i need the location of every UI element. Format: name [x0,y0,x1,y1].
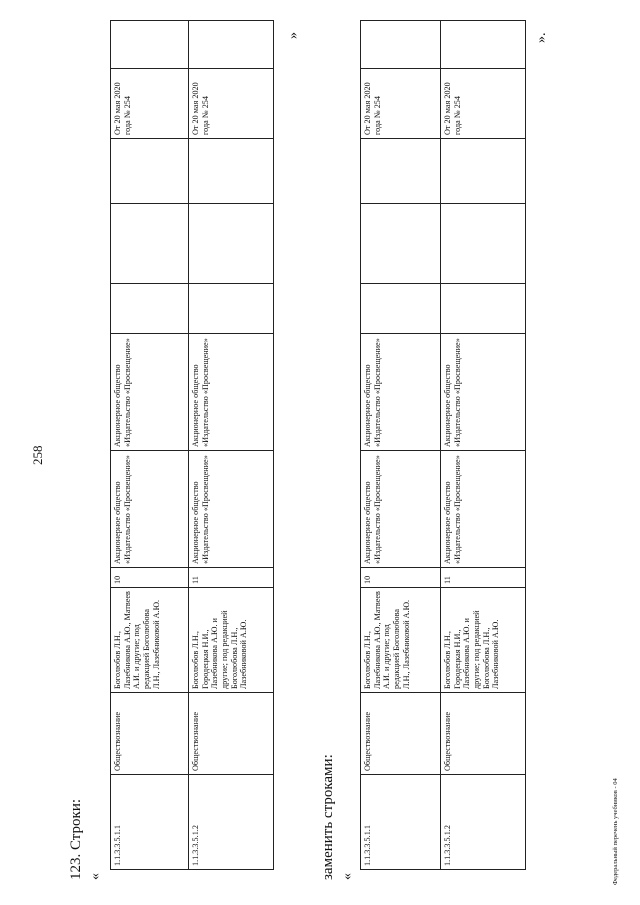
section2-close-quote: ». [534,32,549,43]
cell-subject: Обществознание [361,693,441,775]
cell-empty [111,204,189,284]
cell-publisher: Акционерное общество «Издательство «Просвещение» [441,451,526,568]
cell-empty [361,204,441,284]
table-row [111,21,189,870]
cell-grade: 10 [361,568,441,588]
cell-order: От 20 мая 2020 года № 254 [111,69,189,139]
cell-publisher-2: Акционерное общество «Издательство «Просвещение» [189,334,274,451]
cell-subject: Обществознание [441,693,526,775]
cell-authors: Боголюбов Л.Н., Лазебникова А.Ю., Матвеев А.И. и другие; под редакцией Боголюбова Л.Н., Лазебниковой А.Ю. [111,588,189,693]
cell-publisher: Акционерное общество «Издательство «Просвещение» [111,451,189,568]
cell-empty [361,21,441,69]
cell-empty [189,284,274,334]
cell-empty [441,204,526,284]
cell-grade: 11 [189,568,274,588]
cell-publisher: Акционерное общество «Издательство «Просвещение» [189,451,274,568]
cell-order: От 20 мая 2020 года № 254 [189,69,274,139]
cell-code: 1.1.3.3.5.1.1 [111,775,189,870]
cell-empty [111,21,189,69]
cell-empty [441,139,526,204]
section2-heading: заменить строками: [320,754,336,880]
footer-note: Федеральный перечень учебников - 04 [612,778,619,885]
cell-empty [441,21,526,69]
cell-authors: Боголюбов Л.Н., Городецкая Н.И., Лазебникова А.Ю. и другие; под редакцией Боголюбова Л.Н., Лазебниковой А.Ю. [189,588,274,693]
cell-publisher-2: Акционерное общество «Издательство «Просвещение» [441,334,526,451]
table-replacement-rows [360,20,526,870]
cell-empty [441,284,526,334]
cell-publisher-2: Акционерное общество «Издательство «Просвещение» [361,334,441,451]
cell-code: 1.1.3.3.5.1.2 [441,775,526,870]
cell-empty [361,139,441,204]
cell-code: 1.1.3.3.5.1.2 [189,775,274,870]
cell-empty [111,139,189,204]
cell-order: От 20 мая 2020 года № 254 [361,69,441,139]
cell-authors: Боголюбов Л.Н., Лазебникова А.Ю., Матвеев А.И. и другие; под редакцией Боголюбова Л.Н., Лазебниковой А.Ю. [361,588,441,693]
cell-grade: 10 [111,568,189,588]
cell-grade: 11 [441,568,526,588]
cell-publisher-2: Акционерное общество «Издательство «Просвещение» [111,334,189,451]
table-row [189,21,274,870]
section1-open-quote: « [88,873,103,880]
cell-order: От 20 мая 2020 года № 254 [441,69,526,139]
section1-close-quote: » [286,32,301,39]
cell-empty [189,139,274,204]
table-row [441,21,526,870]
cell-empty [189,21,274,69]
section2-open-quote: « [340,873,355,880]
table-original-rows [110,20,274,870]
cell-empty [361,284,441,334]
table-row [361,21,441,870]
cell-subject: Обществознание [189,693,274,775]
section1-heading: 123. Строки: [68,798,84,880]
cell-empty [189,204,274,284]
cell-code: 1.1.3.3.5.1.1 [361,775,441,870]
cell-empty [111,284,189,334]
cell-publisher: Акционерное общество «Издательство «Просвещение» [361,451,441,568]
page-number: 258 [30,445,45,465]
cell-subject: Обществознание [111,693,189,775]
cell-authors: Боголюбов Л.Н., Городецкая Н.И., Лазебникова А.Ю. и другие; под редакцией Боголюбова Л.Н., Лазебниковой А.Ю. [441,588,526,693]
